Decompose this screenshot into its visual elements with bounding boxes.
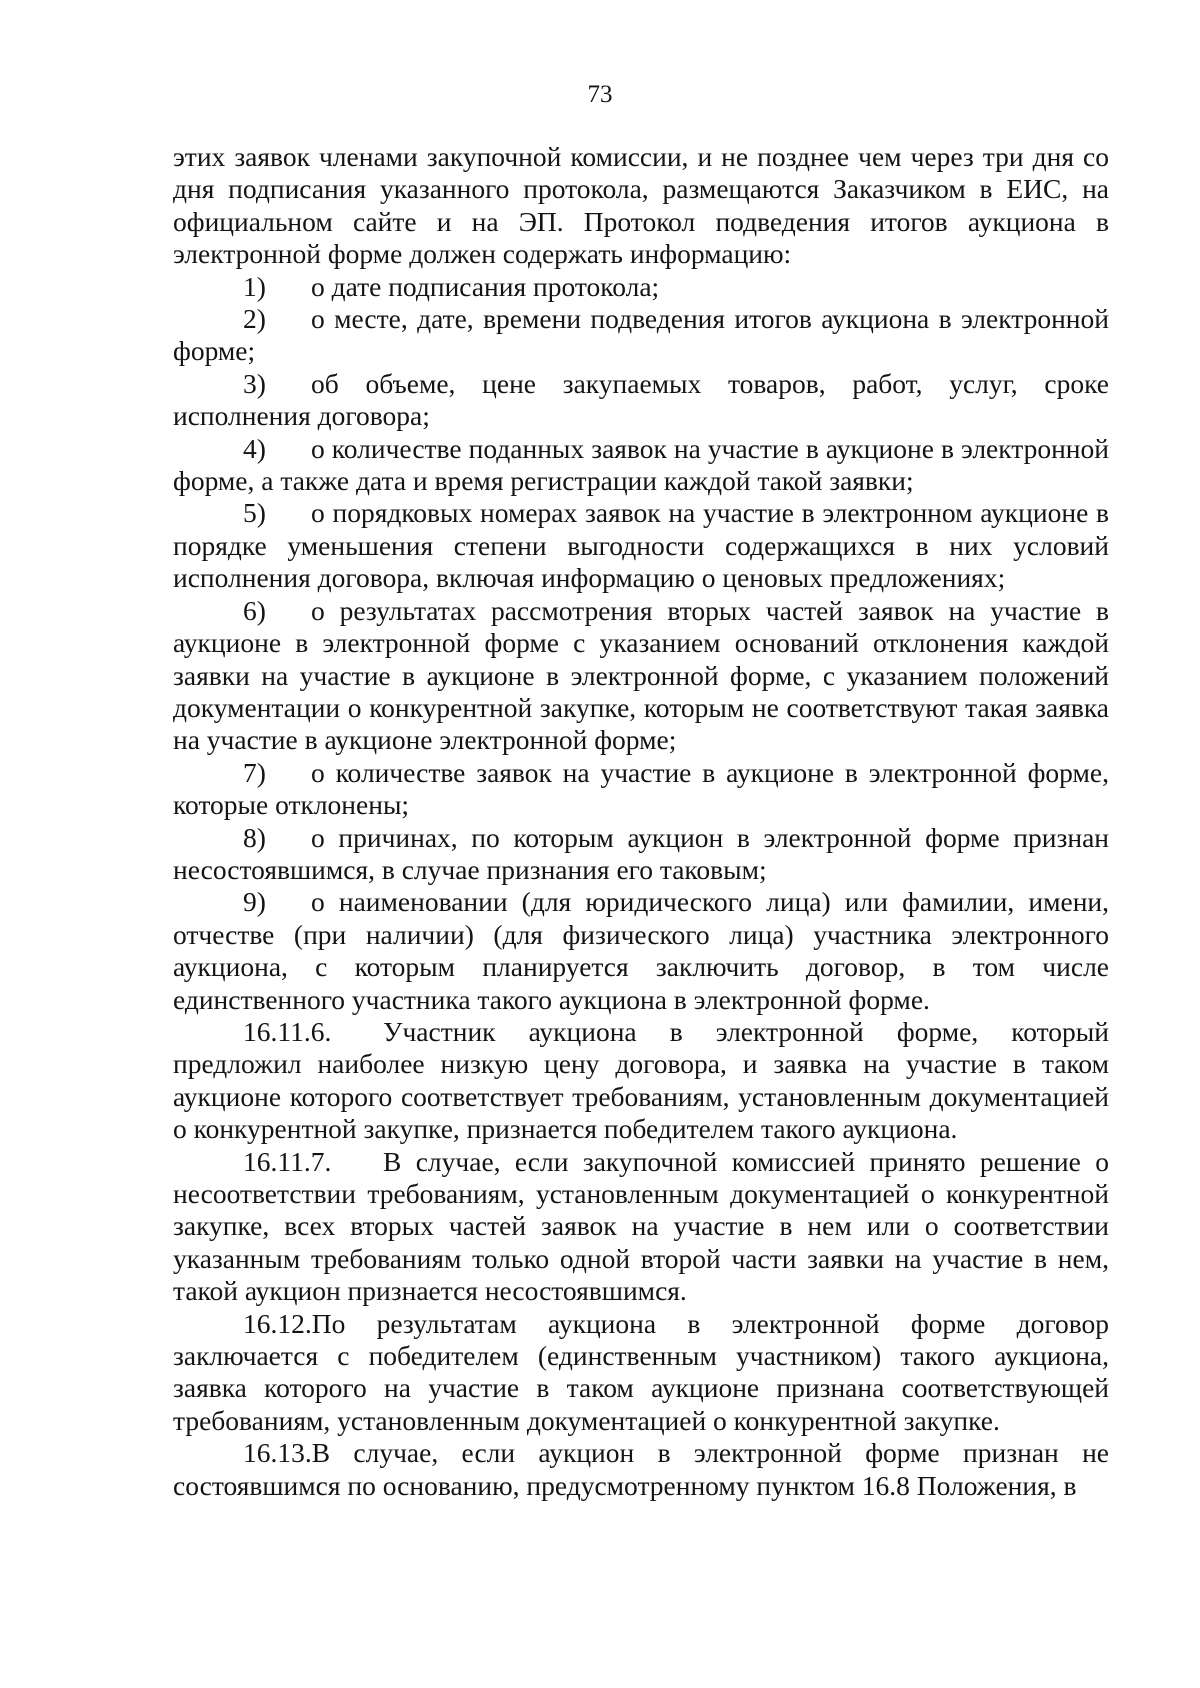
section-text: В случае, если закупочной комиссией принято решение о несоответствии требованиям, установленным документацией о конкурентной закупке, всех вторых частей заявок на участие в нем или о соответствии указанным требованиям только одной второй части заявки на участие в нем, такой аукцион признается несостоявшимся.: [173, 1145, 1109, 1307]
section-paragraph: [173, 1146, 1109, 1308]
section-text: Участник аукциона в электронной форме, который предложил наиболее низкую цену договора, и заявка на участие в таком аукционе которого соответствует требованиям, установленным документацией о конкурентной закупке, признается победителем такого аукциона.: [173, 1015, 1109, 1145]
list-item-number: 8): [243, 821, 266, 853]
list-item-number: 5): [243, 497, 266, 529]
section-paragraph: [173, 1308, 1109, 1438]
list-item: [173, 822, 1109, 887]
list-item: [173, 303, 1109, 368]
list-item-text: о причинах, по которым аукцион в электронной форме признан несостоявшимся, в случае признания его таковым;: [173, 821, 1109, 885]
section-number: 16.11.6.: [243, 1015, 332, 1047]
list-item-text: о количестве поданных заявок на участие в аукционе в электронной форме, а также дата и время регистрации каждой такой заявки;: [173, 432, 1109, 497]
section-number: 16.13.: [243, 1437, 312, 1469]
section-number: 16.12.: [243, 1307, 312, 1339]
list-item: [173, 368, 1109, 433]
list-item-text: о результатах рассмотрения вторых частей заявок на участие в аукционе в электронной форме с указанием оснований отклонения каждой заявки на участие в аукционе в электронной форме, с указанием положений документации о конкурентной закупке, которым не соответствуют такая заявка на участие в аукционе электронной форме;: [173, 594, 1109, 756]
list-item-number: 7): [243, 756, 266, 788]
section-text: В случае, если аукцион в электронной форме признан не состоявшимся по основанию, предусмотренному пунктом 16.8 Положения, в: [173, 1437, 1109, 1501]
section-paragraph: [173, 1016, 1109, 1146]
list-item: [173, 271, 1109, 303]
list-item-number: 3): [243, 367, 266, 399]
section-number: 16.11.7.: [243, 1145, 332, 1177]
paragraph-continuation: этих заявок членами закупочной комиссии, и не позднее чем через три дня со дня подписания указанного протокола, размещаются Заказчиком в ЕИС, на официальном сайте и на ЭП. Протокол подведения итогов аукциона в электронной форме должен содержать информацию:: [173, 141, 1109, 270]
list-item: [173, 757, 1109, 822]
list-item-text: о дате подписания протокола;: [311, 270, 660, 302]
list-item-text: о количестве заявок на участие в аукционе в электронной форме, которые отклонены;: [173, 756, 1109, 821]
list-item-text: о месте, дате, времени подведения итогов аукциона в электронной форме;: [173, 303, 1109, 367]
list-item-number: 9): [243, 886, 266, 918]
list-item: [173, 595, 1109, 757]
list-item-number: 1): [243, 270, 266, 302]
section-paragraph: [173, 1437, 1109, 1502]
list-item-number: 4): [243, 432, 266, 464]
list-item-number: 6): [243, 594, 266, 626]
list-item: [173, 886, 1109, 1016]
list-item: [173, 433, 1109, 498]
list-item-text: о наименовании (для юридического лица) или фамилии, имени, отчестве (при наличии) (для физического лица) участника электронного аукциона, с которым планируется заключить договор, в том числе единственного участника такого аукциона в электронной форме.: [173, 886, 1109, 1015]
list-item-text: об объеме, цене закупаемых товаров, работ, услуг, сроке исполнения договора;: [173, 367, 1109, 432]
list-item: [173, 497, 1109, 594]
list-item-text: о порядковых номерах заявок на участие в электронном аукционе в порядке уменьшения степени выгодности содержащихся в них условий исполнения договора, включая информацию о ценовых предложениях;: [173, 497, 1109, 594]
document-body: [173, 141, 1109, 1502]
list-item-number: 2): [243, 303, 266, 335]
section-text: По результатам аукциона в электронной форме договор заключается с победителем (единственным участником) такого аукциона, заявка которого на участие в таком аукционе признана соответствующей требованиям, установленным документацией о конкурентной закупке.: [173, 1307, 1109, 1436]
page-number: 73: [587, 81, 613, 108]
